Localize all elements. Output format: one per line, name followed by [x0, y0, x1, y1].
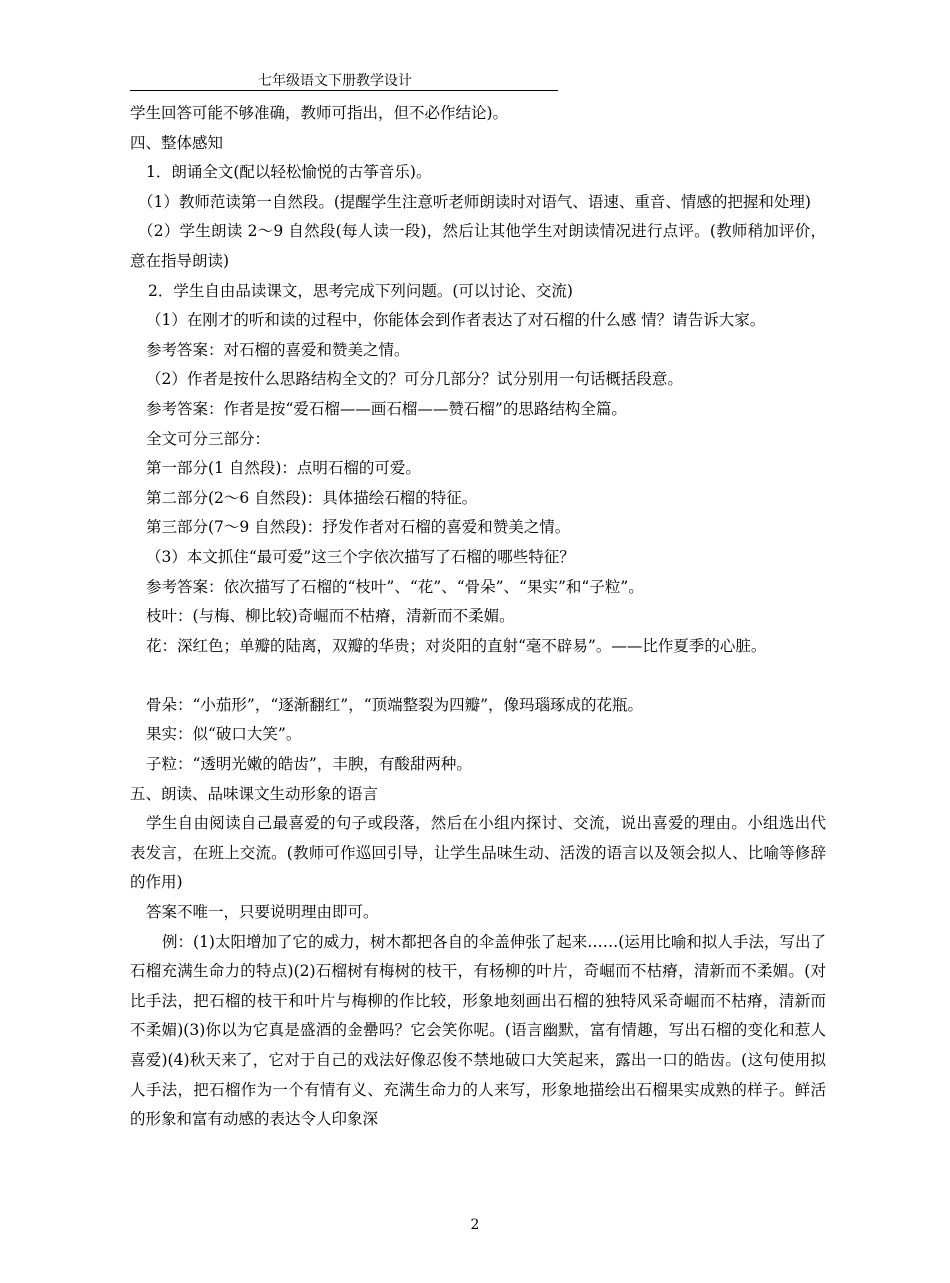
page-header [130, 72, 558, 91]
paragraph: （1）在刚才的听和读的过程中，你能体会到作者表达了对石榴的什么感 情？请告诉大家。 [146, 311, 766, 330]
section-heading: 四、整体感知 [130, 133, 224, 152]
paragraph: （2）学生朗读 2～9 自然段(每人读一段)，然后让其他学生对朗读情况进行点评。(教师稍加评价，意在指导朗读) [130, 222, 826, 270]
paragraph: 参考答案：作者是按“爱石榴——画石榴——赞石榴”的思路结构全篇。 [146, 399, 627, 418]
paragraph: 例：(1)太阳增加了它的威力，树木都把各自的伞盖伸张了起来……(运用比喻和拟人手法，写出了石榴充满生命力的特点)(2)石榴树有梅树的枝干，有杨柳的叶片，奇崛而不枯瘠，清新而不柔媚。(对比手法，把石榴的枝干和叶片与梅柳的作比较，形象地刻画出石榴的独特风采奇崛而不枯瘠，清新而不柔媚)(3)你以为它真是盛酒的金罍吗？它会笑你呢。(语言幽默，富有情趣，写出石榴的变化和惹人喜爱)(4)秋天来了，它对于自己的戏法好像忍俊不禁地破口大笑起来，露出一口的皓齿。(这句使用拟人手法，把石榴作为一个有情有义、充满生命力的人来写，形象地描绘出石榴果实成熟的样子。鲜活的形象和富有动感的表达令人印象深 [130, 932, 826, 1129]
paragraph: （1）教师范读第一自然段。(提醒学生注意听老师朗读时对语气、语速、重音、情感的把握和处理) [138, 192, 811, 211]
paragraph: 全文可分三部分： [146, 429, 271, 448]
paragraph: 花：深红色；单瓣的陆离，双瓣的华贵；对炎阳的直射“毫不辟易”。——比作夏季的心脏。 [146, 636, 767, 655]
paragraph: 参考答案：对石榴的喜爱和赞美之情。 [146, 340, 410, 359]
paragraph: 第三部分(7～9 自然段)：抒发作者对石榴的喜爱和赞美之情。 [146, 518, 571, 537]
paragraph: 参考答案：依次描写了石榴的“枝叶”、“花”、“骨朵”、“果实”和“子粒”。 [146, 577, 644, 596]
paragraph: （3）本文抓住“最可爱”这三个字依次描写了石榴的哪些特征？ [146, 547, 575, 566]
header-title: 七年级语文下册教学设计 [258, 73, 412, 89]
document-body [130, 99, 826, 1135]
blank-line [130, 661, 826, 691]
paragraph: 子粒：“透明光嫩的皓齿”，丰腴，有酸甜两种。 [146, 755, 472, 774]
paragraph: 学生回答可能不够准确，教师可指出，但不必作结论)。 [130, 104, 509, 122]
paragraph: 第二部分(2～6 自然段)：具体描绘石榴的特征。 [146, 488, 478, 507]
paragraph: 果实：似“破口大笑”。 [146, 725, 302, 744]
paragraph: 第一部分(1 自然段)：点明石榴的可爱。 [146, 459, 421, 478]
paragraph: 1．朗诵全文(配以轻松愉悦的古筝音乐)。 [146, 163, 432, 182]
page-number: 2 [470, 1217, 480, 1233]
page-footer [0, 1216, 950, 1234]
paragraph: （2）作者是按什么思路结构全文的？可分几部分？试分别用一句话概括段意。 [146, 370, 683, 389]
paragraph: 骨朵：“小茄形”，“逐渐翻红”，“顶端整裂为四瓣”，像玛瑙琢成的花瓶。 [146, 695, 644, 714]
paragraph: 2．学生自由品读课文，思考完成下列问题。(可以讨论、交流) [148, 281, 573, 300]
paragraph: 答案不唯一，只要说明理由即可。 [146, 903, 379, 922]
paragraph: 学生自由阅读自己最喜爱的句子或段落，然后在小组内探讨、交流，说出喜爱的理由。小组选出代表发言，在班上交流。(教师可作巡回引导，让学生品味生动、活泼的语言以及领会拟人、比喻等修辞的作用) [130, 814, 826, 892]
section-heading: 五、朗读、品味课文生动形象的语言 [130, 784, 379, 803]
paragraph: 枝叶：(与梅、柳比较)奇崛而不枯瘠，清新而不柔媚。 [146, 607, 515, 626]
